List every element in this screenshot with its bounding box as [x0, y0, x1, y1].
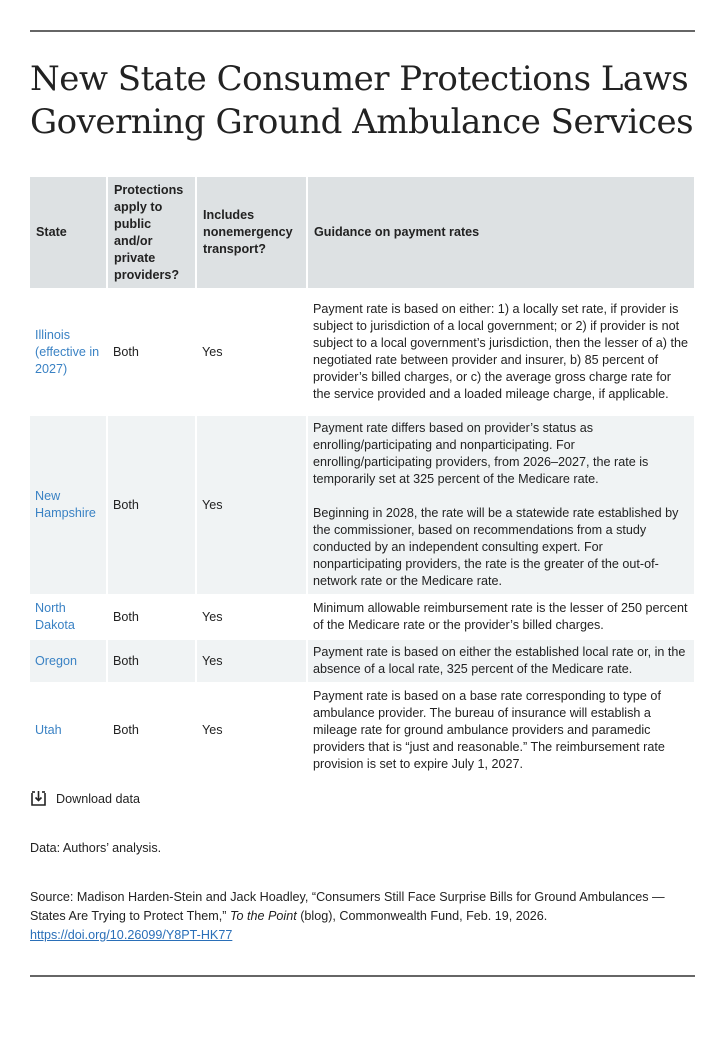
guidance-text: Beginning in 2028, the rate will be a statewide rate established by the commissioner, based on recommendations from a study conducted by an independent consulting expert. For nonparticipating providers, the rate is the greater of the out-of-network rate or the Medicare rate.: [313, 506, 679, 588]
table-row: [30, 683, 694, 777]
state-link-new-hampshire[interactable]: New Hampshire: [30, 415, 107, 595]
providers-cell: Both: [107, 683, 196, 777]
guidance-text: Minimum allowable reimbursement rate is the lesser of 250 percent of the Medicare rate or the provider’s billed charges.: [313, 601, 688, 632]
table-row: [30, 595, 694, 639]
column-header-state: State: [30, 177, 107, 289]
column-header-nonemergency: Includes nonemergency transport?: [196, 177, 307, 289]
table-row: [30, 415, 694, 595]
providers-cell: Both: [107, 415, 196, 595]
providers-cell: Both: [107, 289, 196, 415]
table-row: [30, 289, 694, 415]
doi-link[interactable]: https://doi.org/10.26099/Y8PT-HK77: [30, 928, 233, 942]
state-link-north-dakota[interactable]: North Dakota: [30, 595, 107, 639]
guidance-text: Payment rate is based on either: 1) a locally set rate, if provider is subject to jurisdiction of a local government; or 2) if provider is not subject to a local government’s jurisdiction, then the lesser of a) the negotiated rate between provider and insurer, b) 85 percent of provider’s billed charges, or c) the average gross charge rate for the service provided and a loaded mileage charge, if applicable.: [313, 302, 688, 401]
column-header-guidance: Guidance on payment rates: [307, 177, 694, 289]
download-data-label: Download data: [56, 791, 141, 806]
guidance-cell: [307, 595, 694, 639]
column-header-providers: Protections apply to public and/or private providers?: [107, 177, 196, 289]
guidance-text: Payment rate is based on either the established local rate or, in the absence of a local rate, 325 percent of the Medicare rate.: [313, 645, 686, 676]
providers-cell: Both: [107, 595, 196, 639]
source-prefix: Source: Madison Harden-Stein and Jack Hoadley, “Consumers Still Face Surprise Bills for Ground Ambulances — States Are Trying to Protect Them,”: [30, 890, 665, 923]
source-blog-title: To the Point: [229, 909, 297, 923]
data-note: Data: Authors’ analysis.: [30, 841, 162, 855]
nonemergency-cell: Yes: [196, 639, 307, 683]
guidance-cell: [307, 683, 694, 777]
guidance-cell: [307, 289, 694, 415]
download-icon: [30, 790, 47, 807]
bottom-rule: [30, 975, 695, 977]
download-data-button[interactable]: [30, 790, 140, 807]
source-note: [30, 888, 695, 945]
nonemergency-cell: Yes: [196, 683, 307, 777]
state-link-utah[interactable]: Utah: [30, 683, 107, 777]
state-link-illinois[interactable]: Illinois (effective in 2027): [30, 289, 107, 415]
nonemergency-cell: Yes: [196, 289, 307, 415]
guidance-cell: [307, 639, 694, 683]
nonemergency-cell: Yes: [196, 415, 307, 595]
source-suffix: (blog), Commonwealth Fund, Feb. 19, 2026.: [296, 909, 548, 923]
page-title: New State Consumer Protections Laws Governing Ground Ambulance Services: [30, 59, 694, 142]
table-row: [30, 639, 694, 683]
guidance-text: Payment rate differs based on provider’s status as enrolling/participating and nonparticipating. For enrolling/participating providers, from 2026–2027, the rate is temporarily set at 325 percent of the Medicare rate.: [313, 421, 649, 486]
providers-cell: Both: [107, 639, 196, 683]
guidance-cell: [307, 415, 694, 595]
top-rule: [30, 30, 695, 32]
state-link-oregon[interactable]: Oregon: [30, 639, 107, 683]
nonemergency-cell: Yes: [196, 595, 307, 639]
table-header-row: [30, 177, 694, 289]
guidance-text: Payment rate is based on a base rate corresponding to type of ambulance provider. The bureau of insurance will establish a mileage rate for ground ambulance providers and paramedic providers that is “just and reasonable.” The reimbursement rate provision is set to expire July 1, 2027.: [313, 689, 665, 771]
ambulance-protections-table: [30, 177, 694, 777]
